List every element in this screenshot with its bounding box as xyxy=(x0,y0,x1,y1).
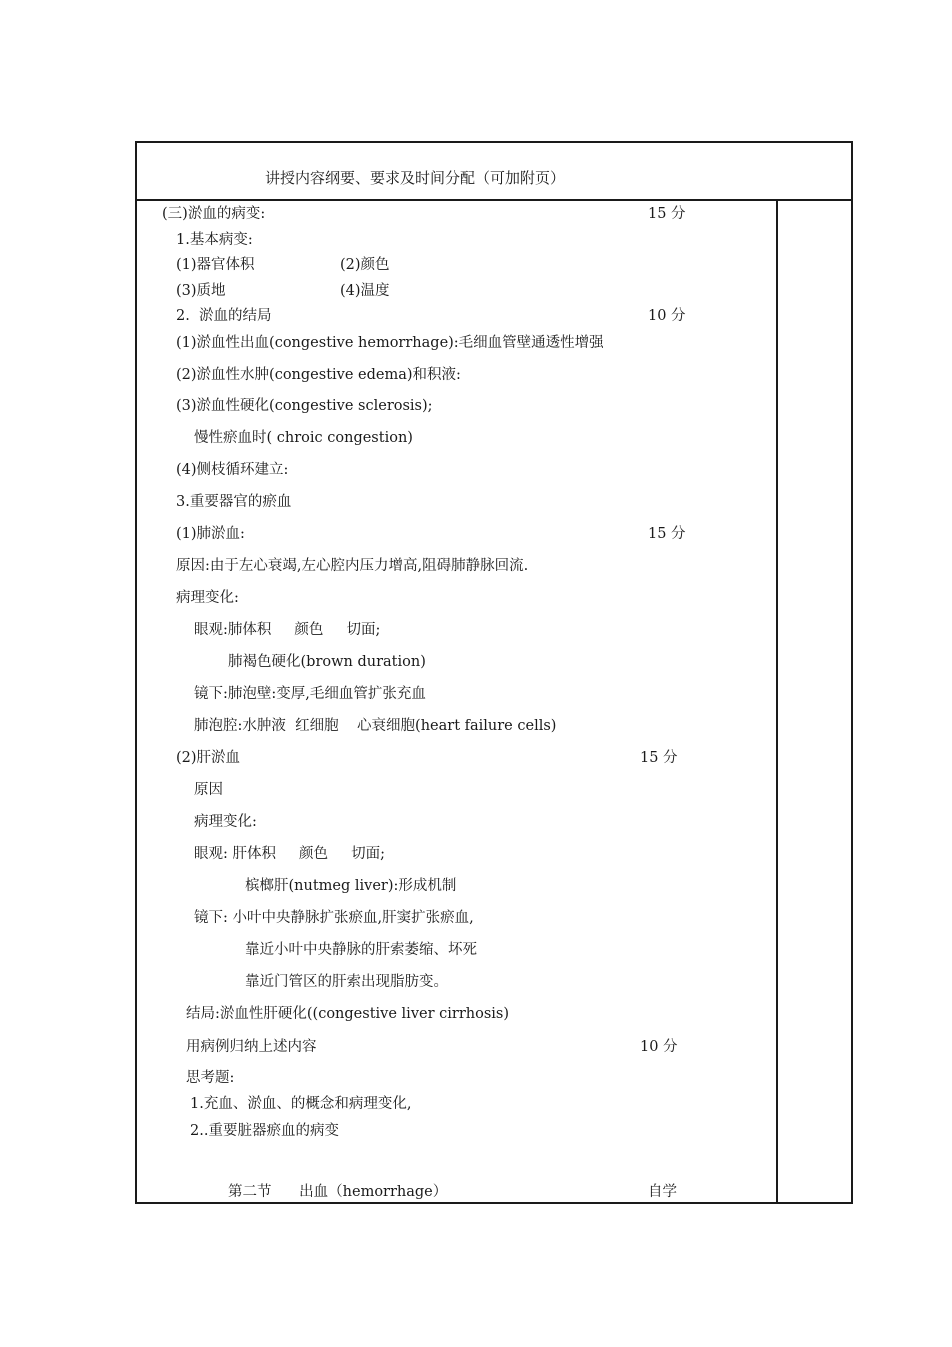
section-two-hemorrhage-heading: 第二节 出血（hemorrhage） xyxy=(228,1184,448,1200)
review-questions-heading: 思考题: xyxy=(186,1070,235,1086)
item-congestive-edema: (2)淤血性水肿(congestive edema)和积液: xyxy=(176,367,461,383)
lung-gross-observation: 眼观:肺体积 颜色 切面; xyxy=(194,622,381,638)
item-chronic-congestion: 慢性瘀血时( chroic congestion) xyxy=(194,430,413,446)
section-heading-congestion-lesions: (三)淤血的病变: xyxy=(162,206,266,222)
liver-fatty-change: 靠近门管区的肝索出现脂肪变。 xyxy=(245,974,448,990)
item-color: (2)颜色 xyxy=(340,257,390,273)
subheading-basic-lesions: 1.基本病变: xyxy=(176,232,253,248)
review-question-1: 1.充血、淤血、的概念和病理变化, xyxy=(190,1096,412,1112)
item-congestive-sclerosis: (3)淤血性硬化(congestive sclerosis); xyxy=(176,398,433,414)
lung-alveolar-cavity: 肺泡腔:水肿液 红细胞 心衰细胞(heart failure cells) xyxy=(194,718,557,734)
liver-microscopic-central-vein: 镜下: 小叶中央静脉扩张瘀血,肝窦扩张瘀血, xyxy=(194,910,474,926)
subheading-important-organs: 3.重要器官的瘀血 xyxy=(176,494,292,510)
time-allocation: 15 分 xyxy=(648,526,686,542)
lung-microscopic-alveolar-wall: 镜下:肺泡壁:变厚,毛细血管扩张充血 xyxy=(194,686,426,702)
time-allocation-self-study: 自学 xyxy=(648,1184,677,1200)
lung-cause-text: 原因:由于左心衰竭,左心腔内压力增高,阻碍肺静脉回流. xyxy=(176,558,529,574)
item-organ-volume: (1)器官体积 xyxy=(176,257,255,273)
liver-outcome-cirrhosis: 结局:淤血性肝硬化((congestive liver cirrhosis) xyxy=(186,1006,509,1022)
item-congestive-hemorrhage: (1)淤血性出血(congestive hemorrhage):毛细血管壁通透性增强 xyxy=(176,335,604,351)
liver-cause-heading: 原因 xyxy=(194,782,223,798)
item-lung-congestion: (1)肺淤血: xyxy=(176,526,245,542)
subheading-congestion-outcome: 2. 淤血的结局 xyxy=(176,308,272,324)
lung-pathology-heading: 病理变化: xyxy=(176,590,239,606)
item-texture: (3)质地 xyxy=(176,283,226,299)
liver-pathology-heading: 病理变化: xyxy=(194,814,257,830)
table-header-row xyxy=(137,143,851,201)
item-temperature: (4)温度 xyxy=(340,283,390,299)
liver-gross-observation: 眼观: 肝体积 颜色 切面; xyxy=(194,846,385,862)
column-divider xyxy=(776,199,778,1204)
liver-cord-atrophy: 靠近小叶中央静脉的肝索萎缩、坏死 xyxy=(245,942,477,958)
case-summary-line: 用病例归纳上述内容 xyxy=(186,1039,317,1055)
time-allocation: 10 分 xyxy=(648,308,686,324)
lung-brown-induration: 肺褐色硬化(brown duration) xyxy=(228,654,426,670)
time-allocation: 15 分 xyxy=(648,206,686,222)
liver-nutmeg-liver: 槟榔肝(nutmeg liver):形成机制 xyxy=(245,878,457,894)
item-liver-congestion: (2)肝淤血 xyxy=(176,750,241,766)
time-allocation: 10 分 xyxy=(640,1039,678,1055)
time-allocation: 15 分 xyxy=(640,750,678,766)
review-question-2: 2..重要脏器瘀血的病变 xyxy=(190,1123,339,1139)
item-collateral-circulation: (4)侧枝循环建立: xyxy=(176,462,289,478)
table-header-title: 讲授内容纲要、要求及时间分配（可加附页） xyxy=(265,169,566,187)
